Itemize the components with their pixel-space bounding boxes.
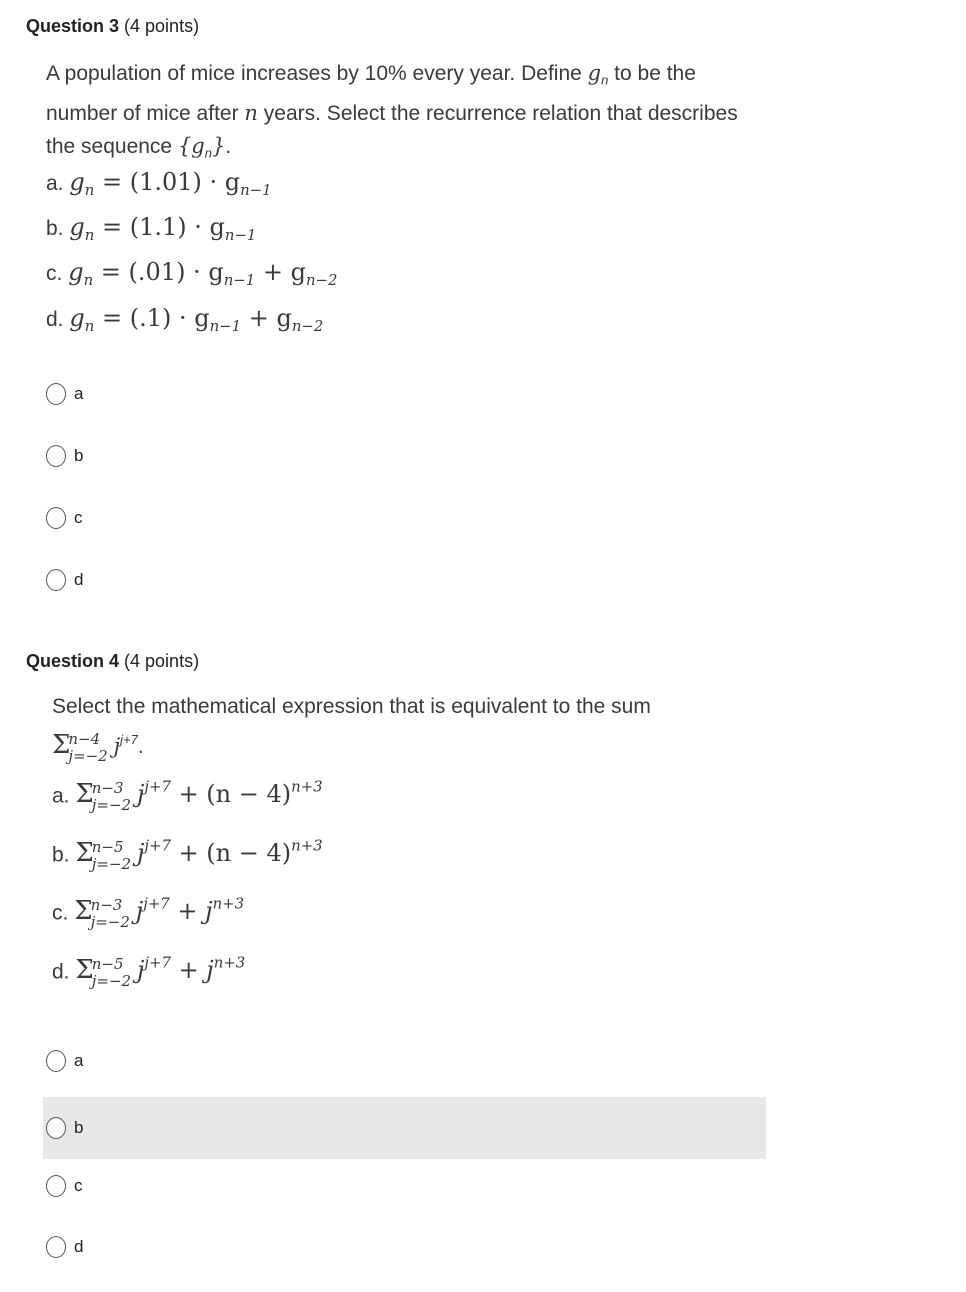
prompt-text: years. Select the recurrence relation that describes the sequence bbox=[46, 101, 738, 158]
sum-upper: n−4 bbox=[68, 729, 101, 748]
radio-button[interactable] bbox=[46, 1117, 66, 1139]
var-g: g bbox=[587, 61, 602, 85]
option-label: d bbox=[74, 1237, 84, 1256]
choice-label: d. bbox=[52, 960, 70, 984]
choice-rhs: = (.1) · g bbox=[101, 304, 210, 332]
choice-tail-sup: n+3 bbox=[212, 895, 245, 913]
sum-limits bbox=[92, 839, 131, 873]
choice-label: d. bbox=[46, 308, 64, 331]
question-4-title: Question 4 bbox=[26, 651, 120, 671]
choice-extra: + g bbox=[241, 304, 292, 332]
question-4-header bbox=[26, 651, 199, 672]
sum-upper: n−5 bbox=[91, 954, 124, 973]
q3-choice-a: a. $g_n = (1.01) \cdot g_{n-1}$ bbox=[46, 168, 272, 200]
option-label: c bbox=[74, 508, 83, 527]
q4-option-c[interactable] bbox=[43, 1155, 766, 1217]
option-label: a bbox=[74, 384, 84, 403]
set-sub: n bbox=[204, 145, 212, 161]
choice-label: a. bbox=[52, 784, 70, 808]
question-4-points: (4 points) bbox=[124, 651, 200, 671]
var-g-sub: n bbox=[601, 72, 609, 88]
choice-sub: n−1 bbox=[224, 226, 257, 245]
sum-limits bbox=[68, 731, 107, 765]
question-4-prompt: Select the mathematical expression that is equivalent to the sum Σn−4 j=−2 $j^{j+7}$. bbox=[52, 695, 651, 765]
choice-sub: n−2 bbox=[305, 271, 338, 290]
question-3-header bbox=[26, 16, 199, 37]
sum-sigma: Σ bbox=[75, 955, 94, 986]
sum-lower: j=−2 bbox=[91, 854, 132, 873]
choice-rhs: = (1.01) · g bbox=[101, 168, 241, 196]
q3-choice-d: d. $g_n = (.1) \cdot g_{n-1} + g_{n-2}$ bbox=[46, 304, 324, 336]
choice-rhs: = (1.1) · g bbox=[101, 213, 225, 241]
set-open: {g bbox=[177, 133, 205, 158]
radio-button[interactable] bbox=[46, 383, 66, 405]
sum-lower: j=−2 bbox=[91, 971, 132, 990]
choice-tail: + (n − 4) bbox=[170, 780, 292, 809]
prompt-text: A population of mice increases by 10% every year. Define bbox=[46, 62, 588, 85]
q3-choice-c: c. $g_n = (.01) \cdot g_{n-1} + g_{n-2}$ bbox=[46, 258, 338, 290]
q3-option-d[interactable] bbox=[43, 549, 766, 611]
choice-tail-sup: n+3 bbox=[213, 954, 246, 972]
choice-tail-sup: n+3 bbox=[291, 837, 323, 855]
choice-label: a. bbox=[46, 172, 64, 195]
choice-sub: n−1 bbox=[240, 181, 272, 200]
q4-choice-c: c. Σn−3 j=−2 $j^{j+7} + j^{n+3}$ bbox=[52, 895, 245, 931]
sum-lower: j=−2 bbox=[90, 912, 130, 931]
q3-option-a[interactable] bbox=[43, 363, 766, 425]
option-label: b bbox=[74, 1118, 84, 1137]
sum-upper: n−3 bbox=[90, 895, 123, 914]
radio-button[interactable] bbox=[46, 507, 66, 529]
q4-choice-b: b. Σn−5 j=−2 $j^{j+7} + (n - 4)^{n+3}$ bbox=[52, 837, 323, 873]
question-3-title: Question 3 bbox=[26, 16, 120, 36]
radio-button[interactable] bbox=[46, 569, 66, 591]
sum-sigma: Σ bbox=[75, 838, 94, 869]
sum-upper: n−3 bbox=[91, 778, 124, 797]
q4-choice-a: a. Σn−3 j=−2 $j^{j+7} + (n - 4)^{n+3}$ bbox=[52, 778, 323, 814]
sum-term: j bbox=[113, 734, 121, 759]
q3-choice-b: b. $g_n = (1.1) \cdot g_{n-1}$ bbox=[46, 213, 257, 245]
sum-lower: j=−2 bbox=[91, 795, 132, 814]
radio-button[interactable] bbox=[46, 1050, 66, 1072]
q4-option-b[interactable] bbox=[43, 1097, 766, 1159]
prompt-end: . bbox=[225, 134, 232, 158]
radio-button[interactable] bbox=[46, 1236, 66, 1258]
choice-label: b. bbox=[52, 843, 70, 867]
prompt-text: to be the number of mice after bbox=[46, 62, 696, 125]
sum-limits bbox=[91, 897, 130, 931]
choice-sub: n−1 bbox=[209, 317, 242, 336]
q4-option-d[interactable] bbox=[43, 1216, 766, 1278]
q3-option-c[interactable] bbox=[43, 487, 766, 549]
sum-sigma: Σ bbox=[74, 896, 93, 927]
choice-rhs: = (.01) · g bbox=[100, 258, 224, 286]
sum-limits bbox=[92, 780, 131, 814]
q3-option-b[interactable] bbox=[43, 425, 766, 487]
sum-lower: j=−2 bbox=[68, 746, 108, 765]
set-close: } bbox=[212, 133, 226, 158]
sum-sigma: Σ bbox=[75, 779, 94, 810]
choice-label: c. bbox=[52, 901, 69, 925]
option-label: a bbox=[74, 1051, 84, 1070]
choice-sub: n−1 bbox=[223, 271, 256, 290]
choice-sub: n−2 bbox=[291, 317, 324, 336]
sum-term-sup: j+7 bbox=[120, 732, 138, 747]
choice-extra: + g bbox=[255, 258, 306, 286]
choice-tail-sup: n+3 bbox=[291, 778, 323, 796]
option-label: c bbox=[74, 1176, 83, 1195]
question-3-points: (4 points) bbox=[124, 16, 200, 36]
sum-upper: n−5 bbox=[91, 837, 124, 856]
prompt-text: Select the mathematical expression that is equivalent to the sum bbox=[52, 695, 651, 718]
radio-button[interactable] bbox=[46, 1175, 66, 1197]
sum-limits bbox=[92, 956, 131, 990]
option-label: b bbox=[74, 446, 84, 465]
var-n: n bbox=[244, 100, 258, 125]
option-label: d bbox=[74, 570, 84, 589]
sum-sigma: Σ bbox=[52, 730, 71, 761]
question-3-prompt bbox=[46, 57, 766, 169]
choice-tail: + j bbox=[169, 897, 213, 926]
q4-choice-d: d. Σn−5 j=−2 $j^{j+7} + j^{n+3}$ bbox=[52, 954, 246, 990]
choice-tail: + (n − 4) bbox=[170, 839, 292, 868]
choice-tail: + j bbox=[170, 956, 214, 985]
choice-label: c. bbox=[46, 262, 63, 285]
choice-label: b. bbox=[46, 217, 64, 240]
radio-button[interactable] bbox=[46, 445, 66, 467]
q4-option-a[interactable] bbox=[43, 1030, 766, 1092]
